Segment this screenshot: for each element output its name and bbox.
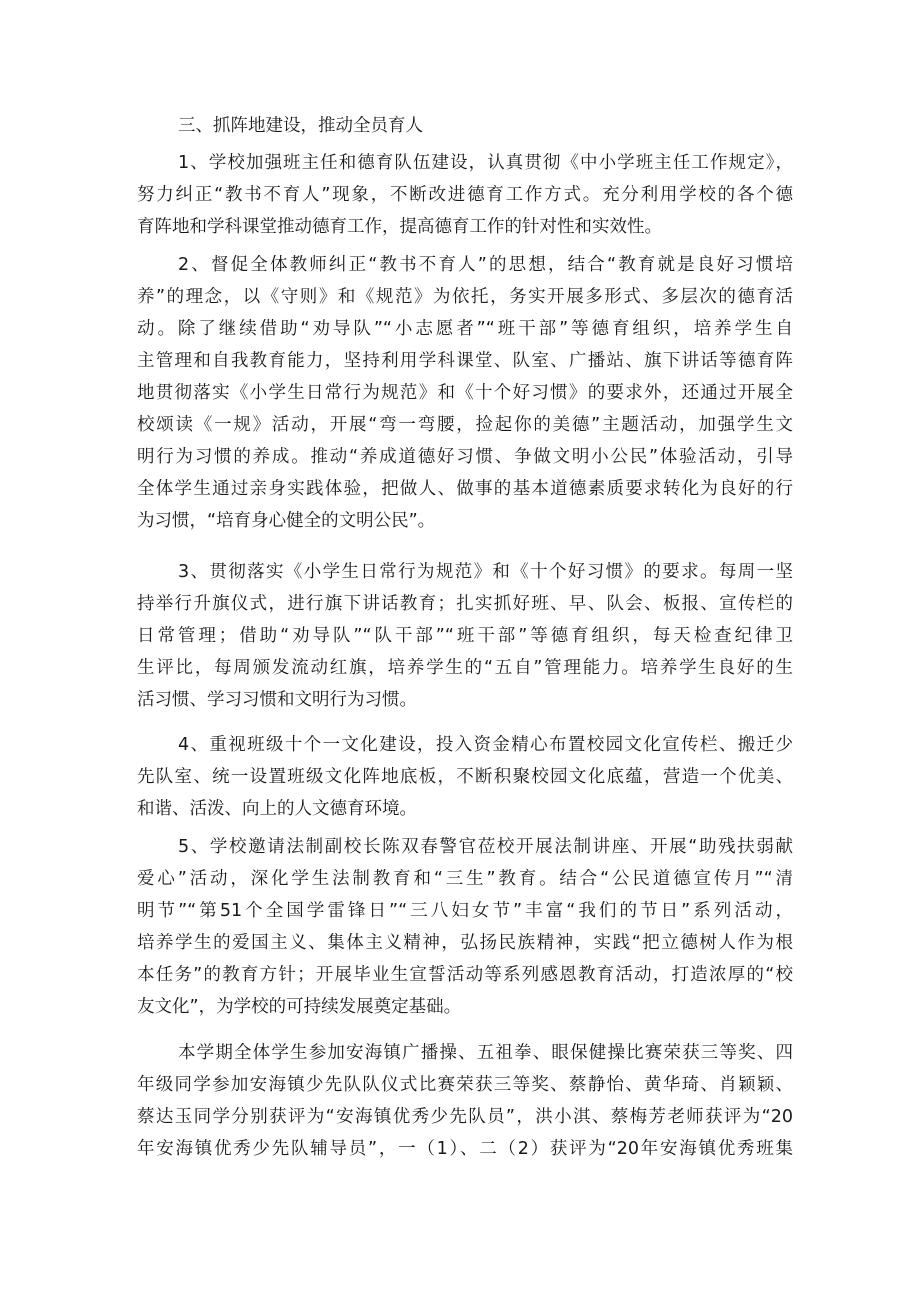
- paragraph-line: 动。除了继续借助“劝导队”“小志愿者”“班干部”等德育组织，培养学生自: [137, 319, 793, 339]
- paragraph-5: [137, 831, 793, 1023]
- paragraph-line: 1、学校加强班主任和德育队伍建设，认真贯彻《中小学班主任工作规定》，: [178, 153, 793, 173]
- paragraph-line: 蔡达玉同学分别获评为“安海镇优秀少先队员”，洪小淇、蔡梅芳老师获评为“20: [137, 1107, 793, 1127]
- paragraph-line: 明行为习惯的养成。推动“养成道德好习惯、争做文明小公民”体验活动，引导: [137, 447, 793, 467]
- paragraph-6: [137, 1037, 793, 1165]
- paragraph-line: 本学期全体学生参加安海镇广播操、五祖拳、眼保健操比赛荣获三等奖、四: [178, 1043, 793, 1063]
- paragraph-line: 本任务”的教育方针；开展毕业生宣誓活动等系列感恩教育活动，打造浓厚的“校: [137, 965, 793, 985]
- paragraph-line: 活习惯、学习习惯和文明行为习惯。: [137, 690, 417, 710]
- paragraph-line: 持举行升旗仪式，进行旗下讲话教育；扎实抓好班、早、队会、板报、宣传栏的: [137, 594, 793, 614]
- paragraph-line: 日常管理；借助“劝导队”“队干部”“班干部”等德育组织，每天检查纪律卫: [137, 626, 793, 646]
- paragraph-1: [137, 147, 793, 243]
- paragraph-4: [137, 729, 793, 825]
- paragraph-line: 育阵地和学科课堂推动德育工作，提高德育工作的针对性和实效性。: [137, 217, 662, 237]
- paragraph-line: 全体学生通过亲身实践体验，把做人、做事的基本道德素质要求转化为良好的行: [137, 479, 793, 499]
- paragraph-line: 培养学生的爱国主义、集体主义精神，弘扬民族精神，实践“把立德树人作为根: [137, 933, 793, 953]
- paragraph-line: 4、重视班级十个一文化建设，投入资金精心布置校园文化宣传栏、搬迁少: [178, 735, 793, 755]
- paragraph-line: 年级同学参加安海镇少先队队仪式比赛荣获三等奖、蔡静怡、黄华琦、肖颖颖、: [137, 1075, 793, 1095]
- paragraph-line: 校颂读《一规》活动，开展“弯一弯腰，捡起你的美德”主题活动，加强学生文: [137, 415, 793, 435]
- paragraph-3: [137, 556, 793, 716]
- paragraph-line: 5、学校邀请法制副校长陈双春警官莅校开展法制讲座、开展“助残扶弱献: [178, 837, 793, 857]
- paragraph-2: [137, 249, 793, 537]
- paragraph-line: 地贯彻落实《小学生日常行为规范》和《十个好习惯》的要求外，还通过开展全: [137, 383, 793, 403]
- paragraph-line: 主管理和自我教育能力，坚持利用学科课堂、队室、广播站、旗下讲话等德育阵: [137, 351, 793, 371]
- paragraph-line: 年安海镇优秀少先队辅导员”，一（1）、二（2）获评为“20年安海镇优秀班集: [137, 1139, 793, 1159]
- paragraph-line: 爱心”活动，深化学生法制教育和“三生”教育。结合“公民道德宣传月”“清: [137, 869, 793, 889]
- paragraph-line: 生评比，每周颁发流动红旗，培养学生的“五自”管理能力。培养学生良好的生: [137, 658, 793, 678]
- paragraph-line: 友文化”，为学校的可持续发展奠定基础。: [137, 997, 462, 1017]
- paragraph-line: 为习惯，“培育身心健全的文明公民”。: [137, 511, 436, 531]
- paragraph-line: 明节”“第51个全国学雷锋日”“三八妇女节”丰富“我们的节日”系列活动，: [137, 901, 793, 921]
- section-heading: 三、抓阵地建设，推动全员育人: [178, 116, 423, 136]
- paragraph-line: 努力纠正“教书不育人”现象，不断改进德育工作方式。充分利用学校的各个德: [137, 185, 793, 205]
- paragraph-line: 和谐、活泼、向上的人文德育环境。: [137, 799, 417, 819]
- paragraph-line: 2、督促全体教师纠正“教书不育人”的思想，结合“教育就是良好习惯培: [178, 255, 793, 275]
- paragraph-line: 先队室、统一设置班级文化阵地底板，不断积聚校园文化底蕴，营造一个优美、: [137, 767, 793, 787]
- paragraph-line: 3、贯彻落实《小学生日常行为规范》和《十个好习惯》的要求。每周一坚: [178, 562, 793, 582]
- paragraph-line: 养”的理念，以《守则》和《规范》为依托，务实开展多形式、多层次的德育活: [137, 287, 793, 307]
